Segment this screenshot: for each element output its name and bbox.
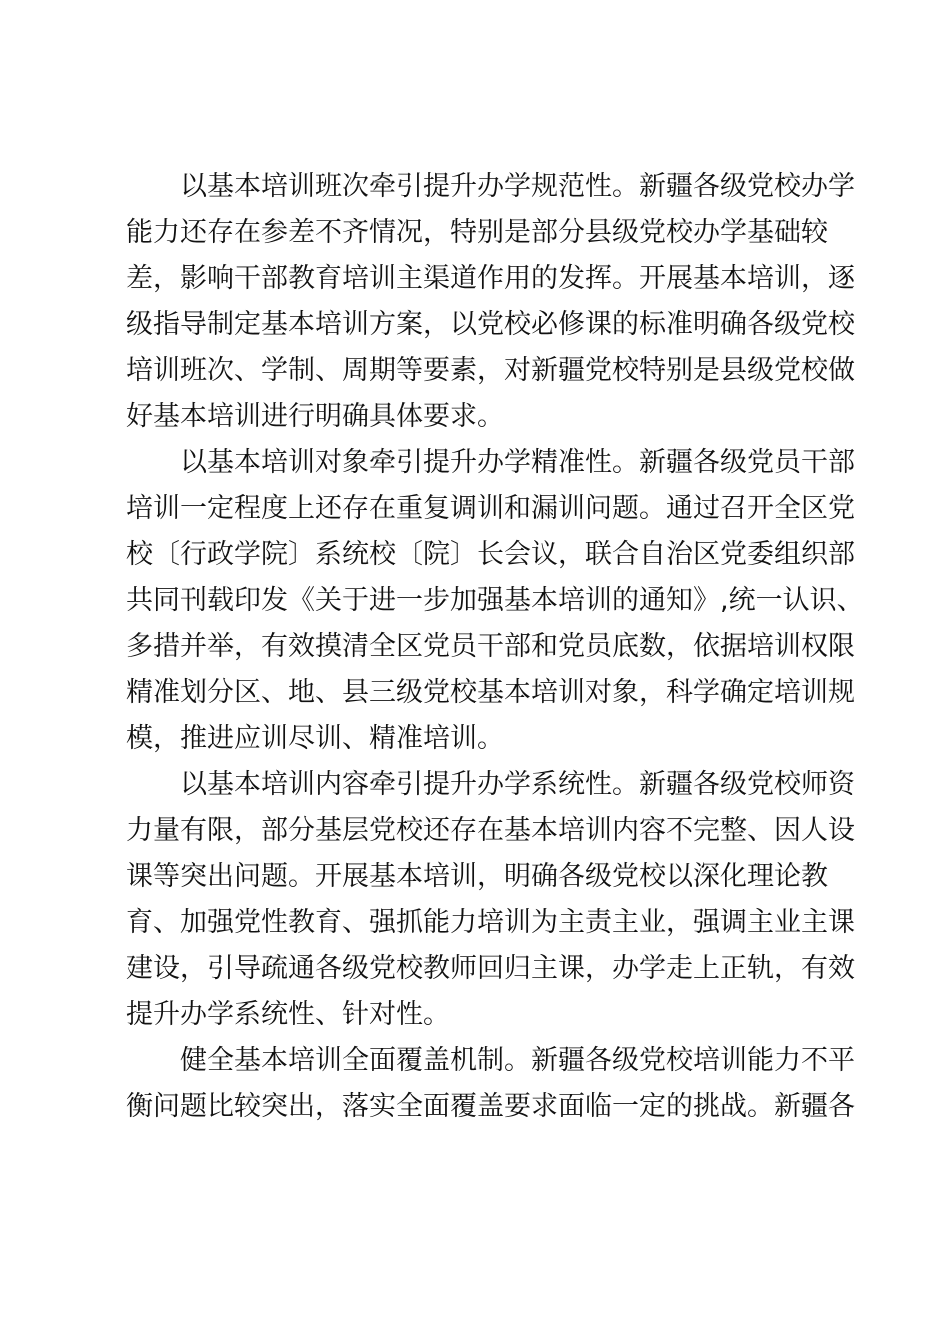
text-line: 建设，引导疏通各级党校教师回归主课，办学走上正轨，有效	[126, 953, 855, 984]
document-body	[126, 164, 864, 1130]
text-line: 多措并举，有效摸清全区党员干部和党员底数，依据培训权限	[126, 631, 855, 662]
text-line: 育、加强党性教育、强抓能力培训为主责主业，强调主业主课	[126, 907, 855, 938]
text-line: 以基本培训班次牵引提升办学规范性。新疆各级党校办学	[180, 171, 855, 202]
text-line: 培训班次、学制、周期等要素，对新疆党校特别是县级党校做	[126, 355, 855, 386]
text-line: 精准划分区、地、县三级党校基本培训对象，科学确定培训规	[126, 677, 855, 708]
text-line: 校〔行政学院〕系统校〔院〕长会议，联合自治区党委组织部	[126, 539, 855, 570]
text-line: 能力还存在参差不齐情况，特别是部分县级党校办学基础较	[126, 217, 828, 248]
text-line: 力量有限，部分基层党校还存在基本培训内容不完整、因人设	[126, 815, 855, 846]
text-line: 培训一定程度上还存在重复调训和漏训问题。通过召开全区党	[126, 493, 855, 524]
text-line: 差，影响干部教育培训主渠道作用的发挥。开展基本培训，逐	[126, 263, 855, 294]
text-line: 好基本培训进行明确具体要求。	[126, 401, 504, 432]
paragraph-training-content	[126, 762, 855, 1038]
text-line: 以基本培训内容牵引提升办学系统性。新疆各级党校师资	[180, 769, 855, 800]
text-line: 级指导制定基本培训方案，以党校必修课的标准明确各级党校	[126, 309, 855, 340]
paragraph-training-class	[126, 164, 855, 440]
text-line: 健全基本培训全面覆盖机制。新疆各级党校培训能力不平	[180, 1045, 855, 1076]
paragraph-full-coverage	[126, 1038, 855, 1130]
text-line: 衡问题比较突出，落实全面覆盖要求面临一定的挑战。新疆各	[126, 1091, 855, 1122]
paragraph-training-target	[126, 440, 864, 762]
text-line: 提升办学系统性、针对性。	[126, 999, 450, 1030]
text-line: 以基本培训对象牵引提升办学精准性。新疆各级党员干部	[180, 447, 855, 478]
text-line: 模，推进应训尽训、精准培训。	[126, 723, 504, 754]
text-line: 共同刊载印发《关于进一步加强基本培训的通知》,统一认识、	[126, 585, 864, 616]
text-line: 课等突出问题。开展基本培训，明确各级党校以深化理论教	[126, 861, 828, 892]
